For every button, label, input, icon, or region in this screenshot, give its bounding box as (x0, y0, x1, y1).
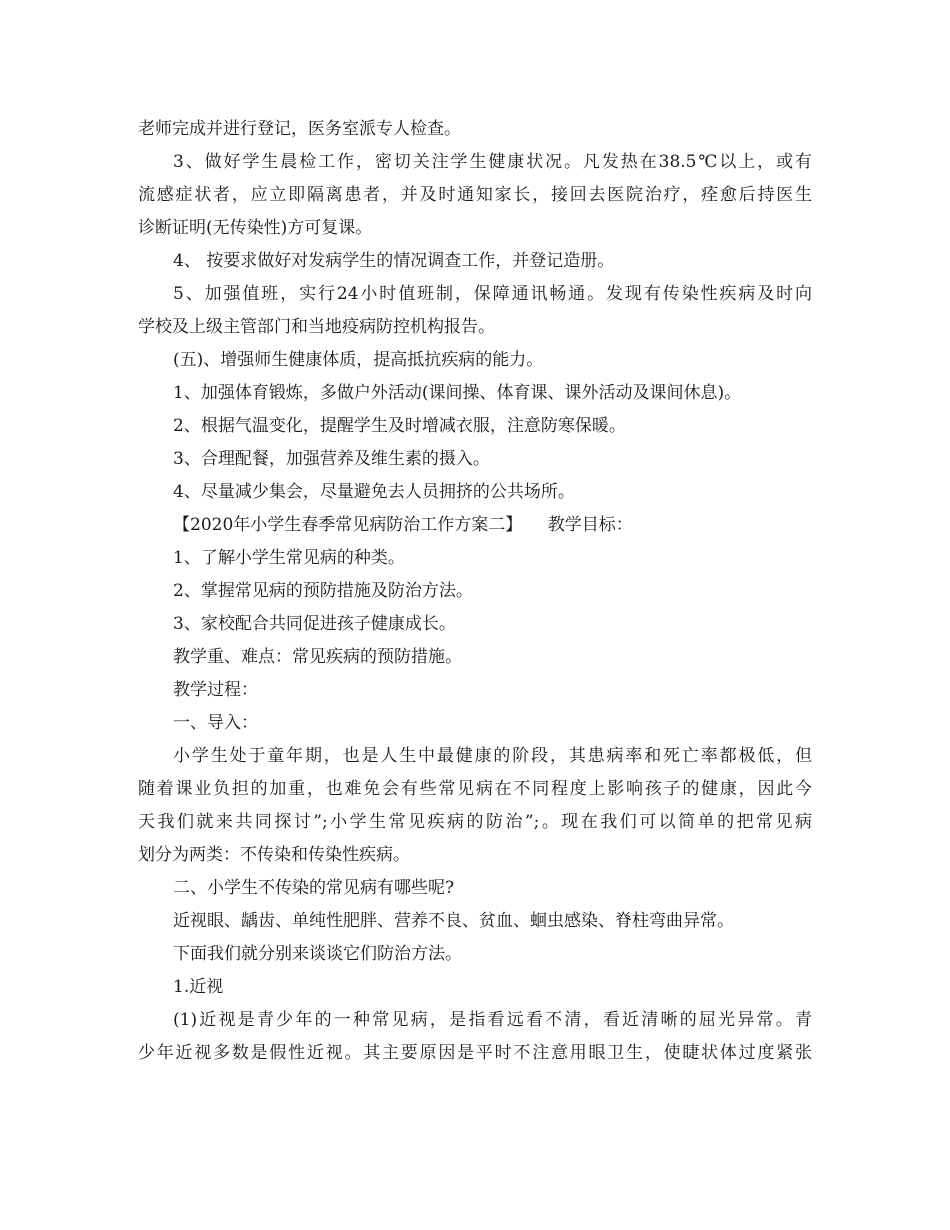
text-line: 2、根据气温变化，提醒学生及时增减衣服，注意防寒保暖。 (173, 416, 626, 436)
text-line: 天我们就来共同探讨”;小学生常见疾病的防治”;。现在我们可以简单的把常见病 (138, 812, 812, 832)
text-line: 老师完成并进行登记，医务室派专人检查。 (138, 119, 461, 139)
text-line: 诊断证明(无传染性)方可复课。 (138, 218, 373, 238)
text-line: 3、做好学生晨检工作，密切关注学生健康状况。凡发热在38.5℃以上，或有 (173, 152, 812, 172)
text-line: (1)近视是青少年的一种常见病，是指看远看不清，看近清晰的屈光异常。青 (173, 1010, 812, 1030)
text-line: 4、尽量减少集会，尽量避免去人员拥挤的公共场所。 (173, 482, 575, 502)
text-line: 划分为两类：不传染和传染性疾病。 (138, 845, 410, 865)
text-line: 一、导入： (173, 713, 258, 733)
text-line: 二、小学生不传染的常见病有哪些呢? (173, 878, 455, 898)
text-line: (五)、增强师生健康体质，提高抵抗疾病的能力。 (173, 350, 544, 370)
text-line: 教学过程： (173, 680, 258, 700)
text-line: 学校及上级主管部门和当地疫病防控机构报告。 (138, 317, 495, 337)
text-line: 流感症状者，应立即隔离患者，并及时通知家长，接回去医院治疗，痊愈后持医生 (138, 185, 812, 205)
text-line: 1.近视 (173, 977, 224, 997)
text-line: 教学重、难点：常见疾病的预防措施。 (173, 647, 462, 667)
text-line: 3、合理配餐，加强营养及维生素的摄入。 (173, 449, 490, 469)
text-line: 随着课业负担的加重，也难免会有些常见病在不同程度上影响孩子的健康，因此今 (138, 779, 812, 799)
text-line: 下面我们就分别来谈谈它们防治方法。 (173, 944, 462, 964)
text-line: 3、家校配合共同促进孩子健康成长。 (173, 614, 456, 634)
text-line: 小学生处于童年期，也是人生中最健康的阶段，其患病率和死亡率都极低，但 (173, 746, 812, 766)
text-line: 1、加强体育锻炼，多做户外活动(课间操、体育课、课外活动及课间休息)。 (173, 383, 742, 403)
text-line: 5、加强值班，实行24小时值班制，保障通讯畅通。发现有传染性疾病及时向 (173, 284, 812, 304)
text-line: 1、了解小学生常见病的种类。 (173, 548, 405, 568)
text-line: 少年近视多数是假性近视。其主要原因是平时不注意用眼卫生，使睫状体过度紧张 (138, 1043, 812, 1063)
text-line: 4、 按要求做好对发病学生的情况调查工作，并登记造册。 (173, 251, 615, 271)
text-line: 近视眼、龋齿、单纯性肥胖、营养不良、贫血、蛔虫感染、脊柱弯曲异常。 (173, 911, 734, 931)
text-line: 【2020年小学生春季常见病防治工作方案二】 教学目标： (173, 515, 633, 535)
text-line: 2、掌握常见病的预防措施及防治方法。 (173, 581, 473, 601)
